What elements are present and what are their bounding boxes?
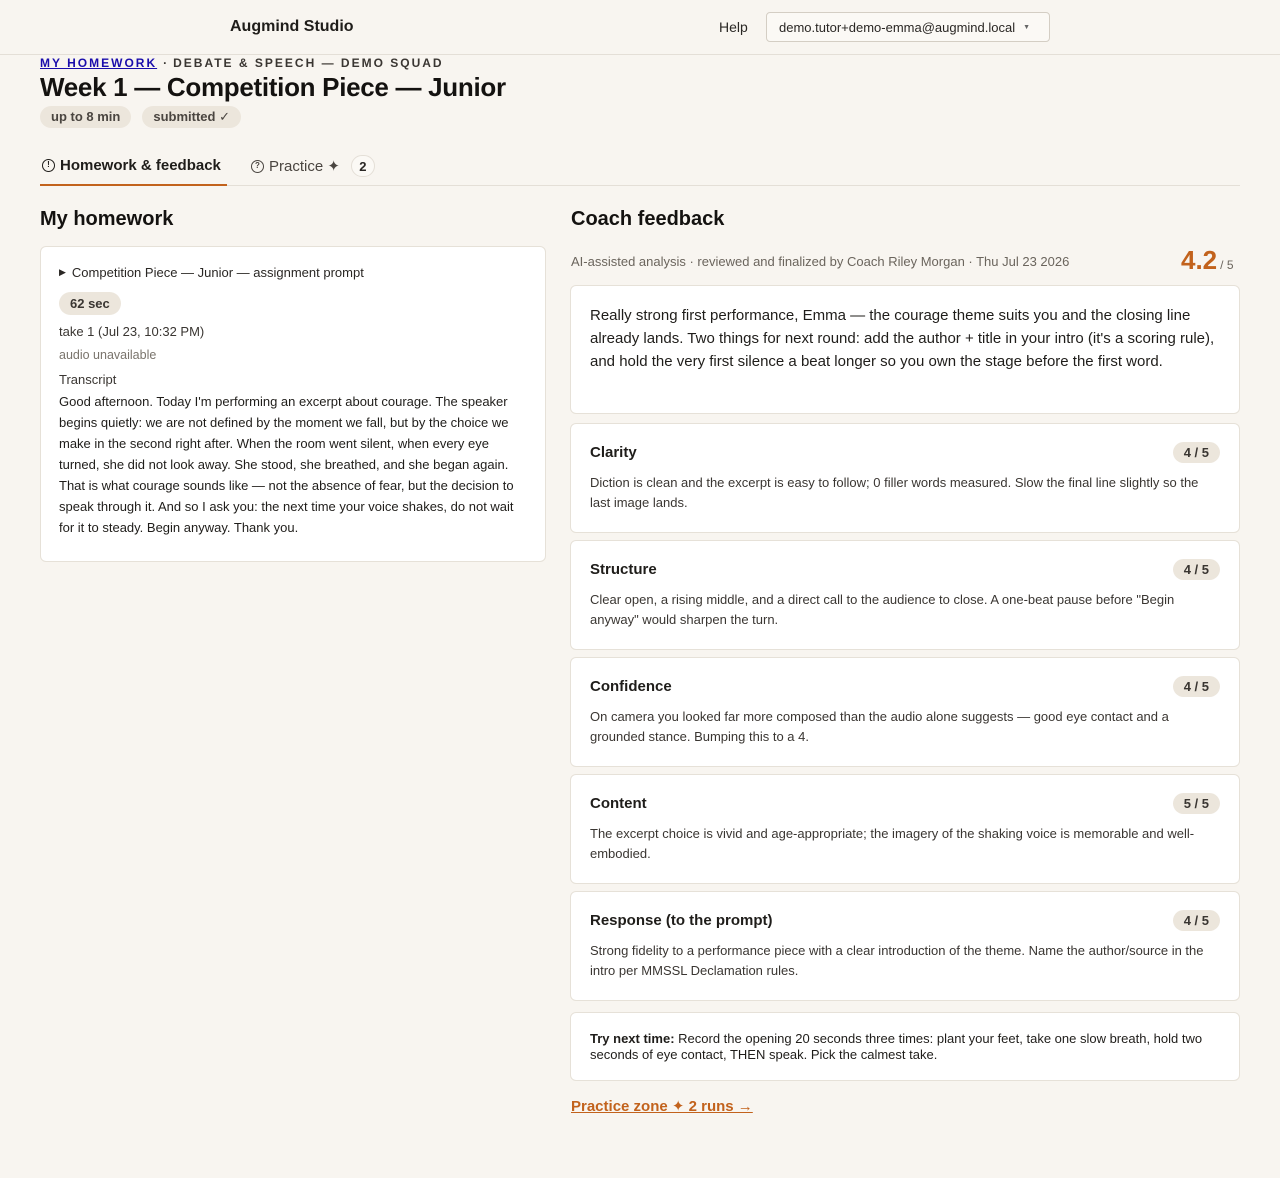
- practice-zone-link[interactable]: Practice zone ✦ 2 runs →: [571, 1098, 753, 1115]
- breadcrumb-my-homework-link[interactable]: MY HOMEWORK: [40, 56, 158, 70]
- criterion-score: 4 / 5: [1173, 559, 1220, 580]
- tab-label: Homework & feedback: [60, 156, 221, 174]
- criterion-name: Clarity: [590, 444, 637, 461]
- homework-section-title: My homework: [40, 208, 174, 230]
- feedback-summary: Really strong first performance, Emma — the courage theme suits you and the closing line already lands. Two things for next round: add the author + title in your intro (it's a scoring rule), and hold the very first silence a beat longer so you own the stage before the first word.: [590, 307, 1215, 370]
- criterion-name: Content: [590, 795, 647, 812]
- criterion-card-clarity: [570, 423, 1240, 533]
- page-title: Week 1 — Competition Piece — Junior: [40, 72, 506, 102]
- criterion-name: Confidence: [590, 678, 672, 695]
- duration-badge: 62 sec: [59, 292, 121, 315]
- criterion-card-confidence: [570, 657, 1240, 767]
- criterion-name: Response (to the prompt): [590, 912, 773, 929]
- feedback-section-title: Coach feedback: [571, 208, 725, 230]
- criterion-comment: Strong fidelity to a performance piece with a clear introduction of the theme. Name the author/source in the intro per MMSSL Declamation rules.: [590, 943, 1204, 978]
- analysis-meta: AI-assisted analysis · reviewed and finalized by Coach Riley Morgan · Thu Jul 23 2026: [571, 254, 1070, 269]
- assignment-chips: [40, 106, 241, 128]
- criterion-comment: Clear open, a rising middle, and a direct call to the audience to close. A one-beat pause before "Begin anyway" would sharpen the turn.: [590, 592, 1175, 627]
- audio-status: audio unavailable: [59, 348, 157, 362]
- tab-bar: [40, 146, 1240, 186]
- status-badge: submitted ✓: [142, 106, 241, 128]
- question-circle-icon: ?: [251, 160, 264, 173]
- criterion-score: 4 / 5: [1173, 910, 1220, 931]
- tip-label: Try next time:: [590, 1031, 675, 1046]
- brand-logo[interactable]: Augmind Studio: [230, 18, 354, 35]
- alert-circle-icon: !: [42, 159, 55, 172]
- criterion-card-structure: [570, 540, 1240, 650]
- overall-score: [1181, 245, 1234, 276]
- criterion-comment: On camera you looked far more composed than the audio alone suggests — good eye contact and a grounded stance. Bumping this to a 4.: [590, 709, 1169, 744]
- triangle-right-icon: ▶: [59, 267, 66, 277]
- criterion-name: Structure: [590, 561, 657, 578]
- breadcrumb: [40, 56, 444, 70]
- transcript-label: Transcript: [59, 372, 117, 387]
- breadcrumb-course: DEBATE & SPEECH — DEMO SQUAD: [173, 56, 444, 70]
- account-menu-button[interactable]: [766, 12, 1050, 42]
- practice-count-badge: 2: [351, 155, 375, 177]
- criterion-score: 4 / 5: [1173, 442, 1220, 463]
- criterion-card-content: [570, 774, 1240, 884]
- criterion-score: 5 / 5: [1173, 793, 1220, 814]
- time-limit-badge: up to 8 min: [40, 106, 131, 128]
- overall-score-value: 4.2: [1181, 245, 1218, 275]
- homework-card: [40, 246, 546, 562]
- top-bar: [0, 0, 1280, 55]
- tab-homework-feedback[interactable]: [40, 146, 227, 186]
- criterion-comment: The excerpt choice is vivid and age-appropriate; the imagery of the shaking voice is memorable and well-embodied.: [590, 826, 1195, 861]
- criterion-card-response: [570, 891, 1240, 1001]
- criterion-comment: Diction is clean and the excerpt is easy to follow; 0 filler words measured. Slow the final line slightly so the last image lands.: [590, 475, 1199, 510]
- chevron-down-icon: ▼: [1023, 23, 1031, 31]
- try-next-time-card: [570, 1012, 1240, 1081]
- account-email: demo.tutor+demo-emma@augmind.local: [779, 19, 1016, 35]
- take-label: take 1 (Jul 23, 10:32 PM): [59, 324, 205, 339]
- criterion-score: 4 / 5: [1173, 676, 1220, 697]
- assignment-prompt-toggle[interactable]: [59, 265, 527, 280]
- tip-text: Record the opening 20 seconds three times: plant your feet, take one slow breath, hold two seconds of eye contact, THEN speak. Pick the calmest take.: [590, 1031, 1203, 1062]
- transcript-text: Good afternoon. Today I'm performing an excerpt about courage. The speaker begins quietly: we are not defined by the moment we fall, but by the choice we make in the second right after. When the room went silent, when every eye turned, she did not look away. She stood, she breathed, and she began again. That is what courage sounds like — not the absence of fear, but the decision to speak through it. And so I ask you: the next time your voice shakes, do not wait for it to steady. Begin anyway. Thank you.: [59, 394, 514, 535]
- tab-practice[interactable]: [251, 146, 375, 186]
- tab-label: Practice ✦: [269, 158, 340, 175]
- help-link[interactable]: Help: [719, 19, 748, 35]
- overall-score-max: / 5: [1220, 258, 1234, 272]
- breadcrumb-separator: ·: [163, 56, 168, 70]
- feedback-summary-card: [570, 285, 1240, 414]
- assignment-prompt-label: Competition Piece — Junior — assignment prompt: [71, 265, 364, 280]
